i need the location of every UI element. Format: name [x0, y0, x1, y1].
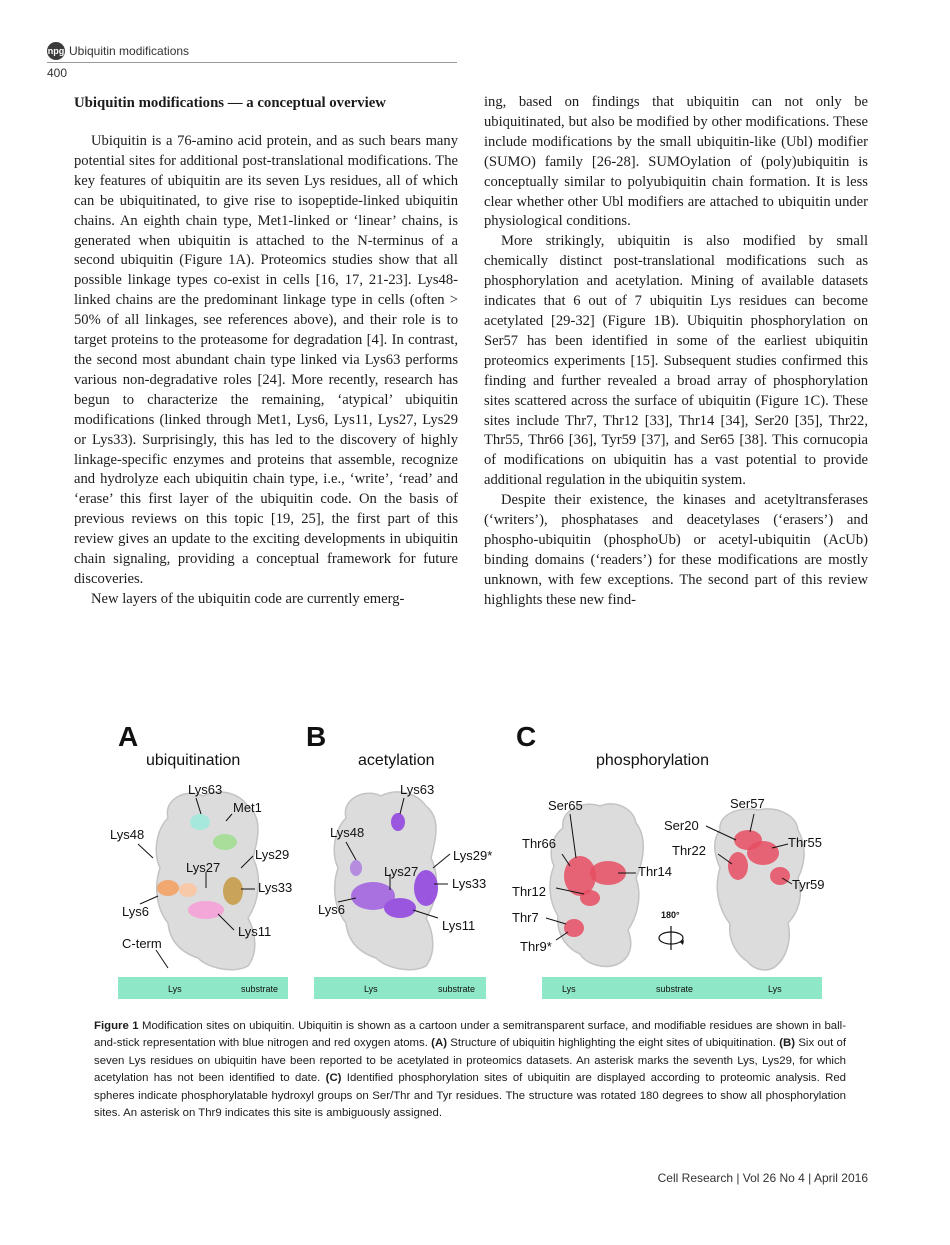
running-title: Ubiquitin modifications: [69, 44, 190, 58]
site-label: Thr12: [512, 884, 546, 899]
panel-letter: A: [118, 721, 139, 752]
phospho-site: [564, 919, 584, 937]
caption-intro: Modification sites on ubiquitin. Ubiquitin is shown as a cartoon under a semitransparent surface, and modifiable residues are shown in ball-and-stick representation with blue nitrogen and red oxygen atoms.: [94, 1020, 846, 1050]
caption-panel-text: Structure of ubiquitin highlighting the eight sites of ubiquitination.: [450, 1037, 776, 1050]
caption-panel-label: (A): [431, 1037, 447, 1050]
panel-b: [306, 721, 492, 999]
caption-panel-text: Identified phosphorylation sites of ubiquitin are displayed according to proteomic analysis. Red spheres indicate phosphorylatable hydroxyl groups on Ser/Thr and Tyr residues. The structure was rotated 180 degrees to show all phosphorylation sites. An asterisk on Thr9 indicates this site is ambiguously assigned.: [94, 1072, 846, 1120]
section-heading: Ubiquitin modifications — a conceptual overview: [74, 95, 386, 111]
site-label: Tyr59: [792, 877, 825, 892]
site-label: Lys33: [452, 876, 487, 891]
site-label: Lys48: [330, 825, 365, 840]
bar-label: Lys: [562, 984, 576, 994]
caption-panel-label: (C): [325, 1072, 342, 1085]
paragraph: Despite their existence, the kinases and acetyltransferases (‘writers’), phosphatases and deacetylases (‘erasers’) and phospho-ubiquitin (phosphoUb) or acetyl-ubiquitin (AcUb) binding domains (‘readers’) for these modifications are mostly unknown, with few exceptions. The second part of this review highlights these new find-: [484, 492, 868, 608]
panel-title: phosphorylation: [596, 752, 709, 769]
site-label: Ser65: [548, 798, 583, 813]
caption-panel-label: (B): [779, 1037, 796, 1050]
site-label: Lys6: [318, 902, 345, 917]
paragraph: ing, based on findings that ubiquitin can not only be ubiquitinated, but also be modified by other modifications. These include modifications by the small ubiquitin-like (Ubl) modifier (SUMO) family [26-28]. SUMOylation of (poly)ubiquitin is conceptually similar to polyubiquitin chain formation. It is less clear whether other Ubl modifiers are attached to ubiquitin under physiological conditions.: [484, 94, 868, 230]
site-label: Thr22: [672, 843, 706, 858]
paragraph: More strikingly, ubiquitin is also modified by small chemically distinct post-translational modifications such as phosphorylation and acetylation. Mining of available datasets indicates that 6 out of 7 ubiquitin Lys residues can become acetylated [29-32] (Figure 1B). Ubiquitin phosphorylation on Ser57 has been identified in some of the earliest ubiquitin proteomics experiments [15]. Subsequent studies confirmed this finding and further revealed a broad array of phosphorylation sites scattered across the surface of ubiquitin (Figure 1C). These sites include Thr7, Thr12 [33], Thr14 [34], Ser20 [35], Thr22, Thr55, Thr66 [36], Tyr59 [37], and Ser65 [38]. This cornucopia of modifications on ubiquitin has a vast potential to provide additional regulation in the ubiquitin system.: [484, 233, 868, 489]
site-label: Lys29: [255, 847, 290, 862]
site-label: Lys11: [442, 918, 476, 933]
running-header: [47, 42, 457, 82]
paragraph: Ubiquitin is a 76-amino acid protein, and as such bears many potential sites for additional post-translational modifications. The key features of ubiquitin are its seven Lys residues, all of which can be ubiquitinated, to give rise to isopeptide-linked ubiquitin chains. An eighth chain type, Met1-linked or ‘linear’ chains, is generated when ubiquitin is attached to the N-terminus of a second ubiquitin (Figure 1A). Proteomics studies show that all possible linkage types co-exist in cells [16, 17, 21-23]. Lys48-linked chains are the predominant linkage type in cells (often > 50% of all linkages, see references above), and their role is to target proteins to the proteasome for degradation [4]. In contrast, the second most abundant chain type linked via Lys63 performs various non-degradative roles [24]. More recently, research has begun to characterize the remaining, ‘atypical’ ubiquitin modifications (linked through Met1, Lys6, Lys11, Lys27, Lys29 or Lys33). Surprisingly, this has led to the discovery of highly linkage-specific enzymes and proteins that assemble, recognize and hydrolyze each ubiquitin chain type, i.e., ‘write’, ‘read’ and ‘erase’ this first layer of the ubiquitin code. On the basis of previous reviews on this topic [19, 25], the first part of this review gives an update to the exciting developments in ubiquitin chain signaling, providing a conceptual framework for future discoveries.: [74, 133, 458, 587]
site-label: Lys63: [188, 782, 223, 797]
site-label: Thr7: [512, 910, 539, 925]
lys27-highlight: [179, 883, 197, 897]
site-label: Thr9*: [520, 939, 552, 954]
caption-panel-text: Six out of seven Lys residues on ubiquitin have been reported to be acetylated in proteomics datasets. An asterisk marks the seventh Lys, Lys29, for which acetylation has not been identified to date.: [94, 1037, 847, 1085]
phospho-site: [747, 841, 779, 865]
phospho-site: [770, 867, 790, 885]
figure-caption: [94, 1018, 846, 1122]
acetyl-site: [391, 813, 405, 831]
lys63-highlight: [190, 814, 210, 830]
bar-label: substrate: [656, 984, 694, 994]
bar-label: Lys: [364, 984, 378, 994]
site-label: Thr14: [638, 864, 672, 879]
bar-label: substrate: [438, 984, 476, 994]
phospho-site: [728, 852, 748, 880]
site-label: Ser57: [730, 796, 765, 811]
site-label: Lys29*: [453, 848, 493, 863]
right-column: [484, 93, 868, 611]
lys11-highlight: [188, 901, 224, 919]
site-label: Lys27: [384, 864, 419, 879]
met1-highlight: [213, 834, 237, 850]
header-rule: [47, 62, 457, 63]
page-number: 400: [47, 66, 68, 80]
acetyl-site: [350, 860, 362, 876]
panel-c: [512, 721, 825, 999]
paragraph: New layers of the ubiquitin code are currently emerg-: [91, 590, 405, 607]
bar-label: Lys: [168, 984, 182, 994]
figure-1: [108, 718, 830, 1008]
site-label: Lys6: [122, 904, 149, 919]
ubiquitin-surface-back: [715, 809, 804, 970]
site-label: Lys11: [238, 924, 272, 939]
acetyl-site: [384, 898, 416, 918]
site-label: C-term: [122, 936, 162, 951]
site-label: Lys63: [400, 782, 435, 797]
site-label: Lys27: [186, 860, 221, 875]
lys6-highlight: [157, 880, 179, 896]
panel-a: [110, 721, 292, 999]
panel-title: acetylation: [358, 752, 435, 769]
left-column: [74, 93, 458, 610]
panel-title: ubiquitination: [146, 752, 241, 769]
bar-label: Lys: [768, 984, 782, 994]
panel-letter: B: [306, 721, 327, 752]
phospho-site: [580, 890, 600, 906]
rotation-icon: [659, 926, 684, 950]
site-label: Lys33: [258, 880, 293, 895]
lys33-highlight: [223, 877, 243, 905]
caption-label: Figure 1: [94, 1020, 139, 1032]
site-label: Met1: [233, 800, 262, 815]
bar-label: substrate: [241, 984, 279, 994]
panel-letter: C: [516, 721, 537, 752]
site-label: Ser20: [664, 818, 699, 833]
site-label: Lys48: [110, 827, 145, 842]
site-label: Thr55: [788, 835, 822, 850]
ubiquitin-surface-front: [550, 804, 643, 966]
journal-footer: Cell Research | Vol 26 No 4 | April 2016: [657, 1171, 868, 1185]
npg-logo: npg: [47, 42, 65, 60]
rotation-label: 180°: [661, 910, 680, 920]
site-label: Thr66: [522, 836, 556, 851]
